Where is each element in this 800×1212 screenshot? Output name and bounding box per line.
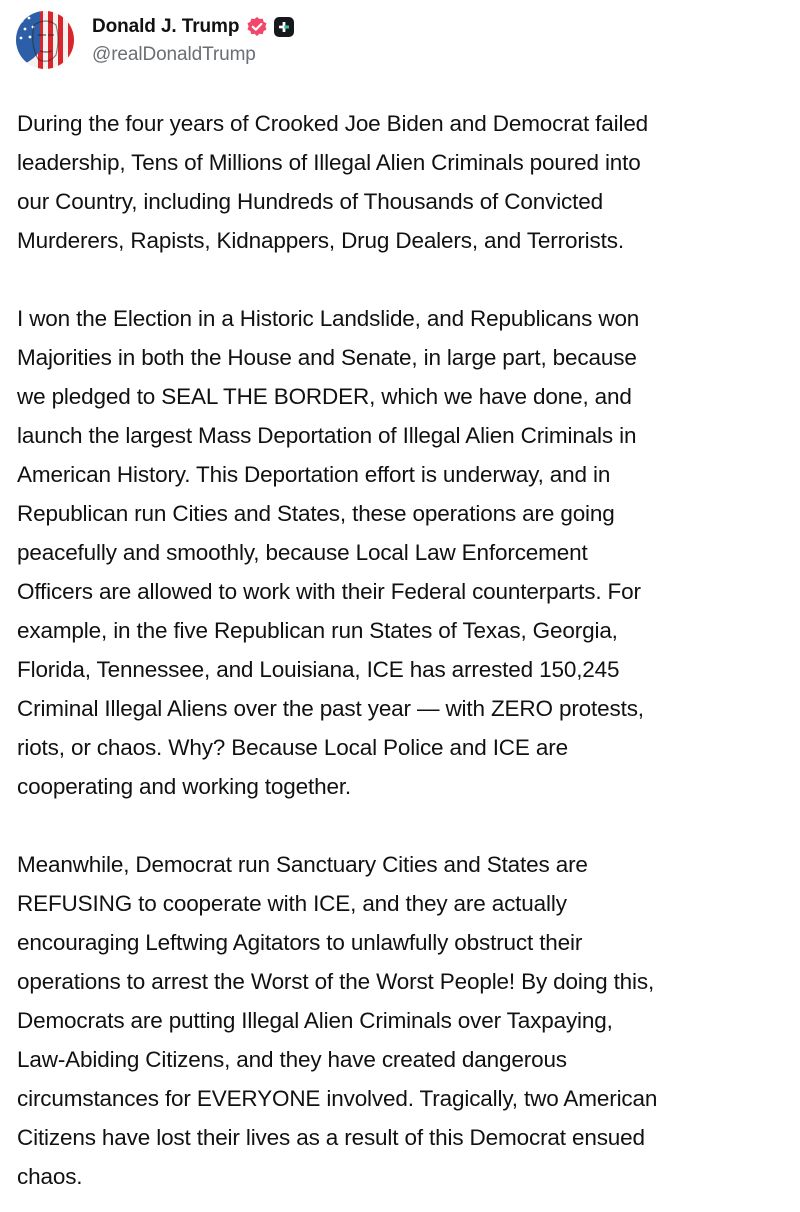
author-info bbox=[92, 14, 294, 66]
text-line: we pledged to SEAL THE BORDER, which we have done, and bbox=[17, 384, 632, 409]
text-line: example, in the five Republican run States of Texas, Georgia, bbox=[17, 618, 618, 643]
text-line: American History. This Deportation effort is underway, and in bbox=[17, 462, 611, 487]
plus-badge-icon bbox=[274, 17, 294, 37]
text-line: chaos. bbox=[17, 1164, 83, 1189]
display-name[interactable]: Donald J. Trump bbox=[92, 16, 240, 37]
avatar-image bbox=[16, 11, 74, 69]
text-line: peacefully and smoothly, because Local Law Enforcement bbox=[17, 540, 588, 565]
text-line: our Country, including Hundreds of Thousands of Convicted bbox=[17, 189, 603, 214]
text-line: REFUSING to cooperate with ICE, and they are actually bbox=[17, 891, 567, 916]
name-row bbox=[92, 14, 294, 40]
text-line: circumstances for EVERYONE involved. Tragically, two American bbox=[17, 1086, 658, 1111]
text-line: operations to arrest the Worst of the Worst People! By doing this, bbox=[17, 969, 655, 994]
verified-badge-icon bbox=[246, 16, 268, 38]
text-line: Criminal Illegal Aliens over the past year — with ZERO protests, bbox=[17, 696, 644, 721]
paragraph-2 bbox=[17, 299, 797, 806]
text-line: Democrats are putting Illegal Alien Criminals over Taxpaying, bbox=[17, 1008, 613, 1033]
text-line: Meanwhile, Democrat run Sanctuary Cities and States are bbox=[17, 852, 588, 877]
text-line: riots, or chaos. Why? Because Local Police and ICE are bbox=[17, 735, 568, 760]
text-line: Citizens have lost their lives as a result of this Democrat ensued bbox=[17, 1125, 645, 1150]
text-line: Murderers, Rapists, Kidnappers, Drug Dealers, and Terrorists. bbox=[17, 228, 624, 253]
text-line: Majorities in both the House and Senate, in large part, because bbox=[17, 345, 637, 370]
text-line: Officers are allowed to work with their Federal counterparts. For bbox=[17, 579, 641, 604]
post-header bbox=[16, 10, 294, 70]
text-line: encouraging Leftwing Agitators to unlawfully obstruct their bbox=[17, 930, 583, 955]
text-line: During the four years of Crooked Joe Biden and Democrat failed bbox=[17, 111, 649, 136]
text-line: Republican run Cities and States, these operations are going bbox=[17, 501, 615, 526]
post-body bbox=[17, 104, 797, 1212]
text-line: Law-Abiding Citizens, and they have created dangerous bbox=[17, 1047, 567, 1072]
avatar[interactable] bbox=[16, 11, 74, 69]
text-line: I won the Election in a Historic Landslide, and Republicans won bbox=[17, 306, 640, 331]
text-line: launch the largest Mass Deportation of Illegal Alien Criminals in bbox=[17, 423, 637, 448]
text-line: Florida, Tennessee, and Louisiana, ICE has arrested 150,245 bbox=[17, 657, 620, 682]
paragraph-3 bbox=[17, 845, 797, 1196]
paragraph-1 bbox=[17, 104, 797, 260]
text-line: leadership, Tens of Millions of Illegal Alien Criminals poured into bbox=[17, 150, 641, 175]
user-handle[interactable]: @realDonaldTrump bbox=[92, 44, 256, 65]
text-line: cooperating and working together. bbox=[17, 774, 352, 799]
